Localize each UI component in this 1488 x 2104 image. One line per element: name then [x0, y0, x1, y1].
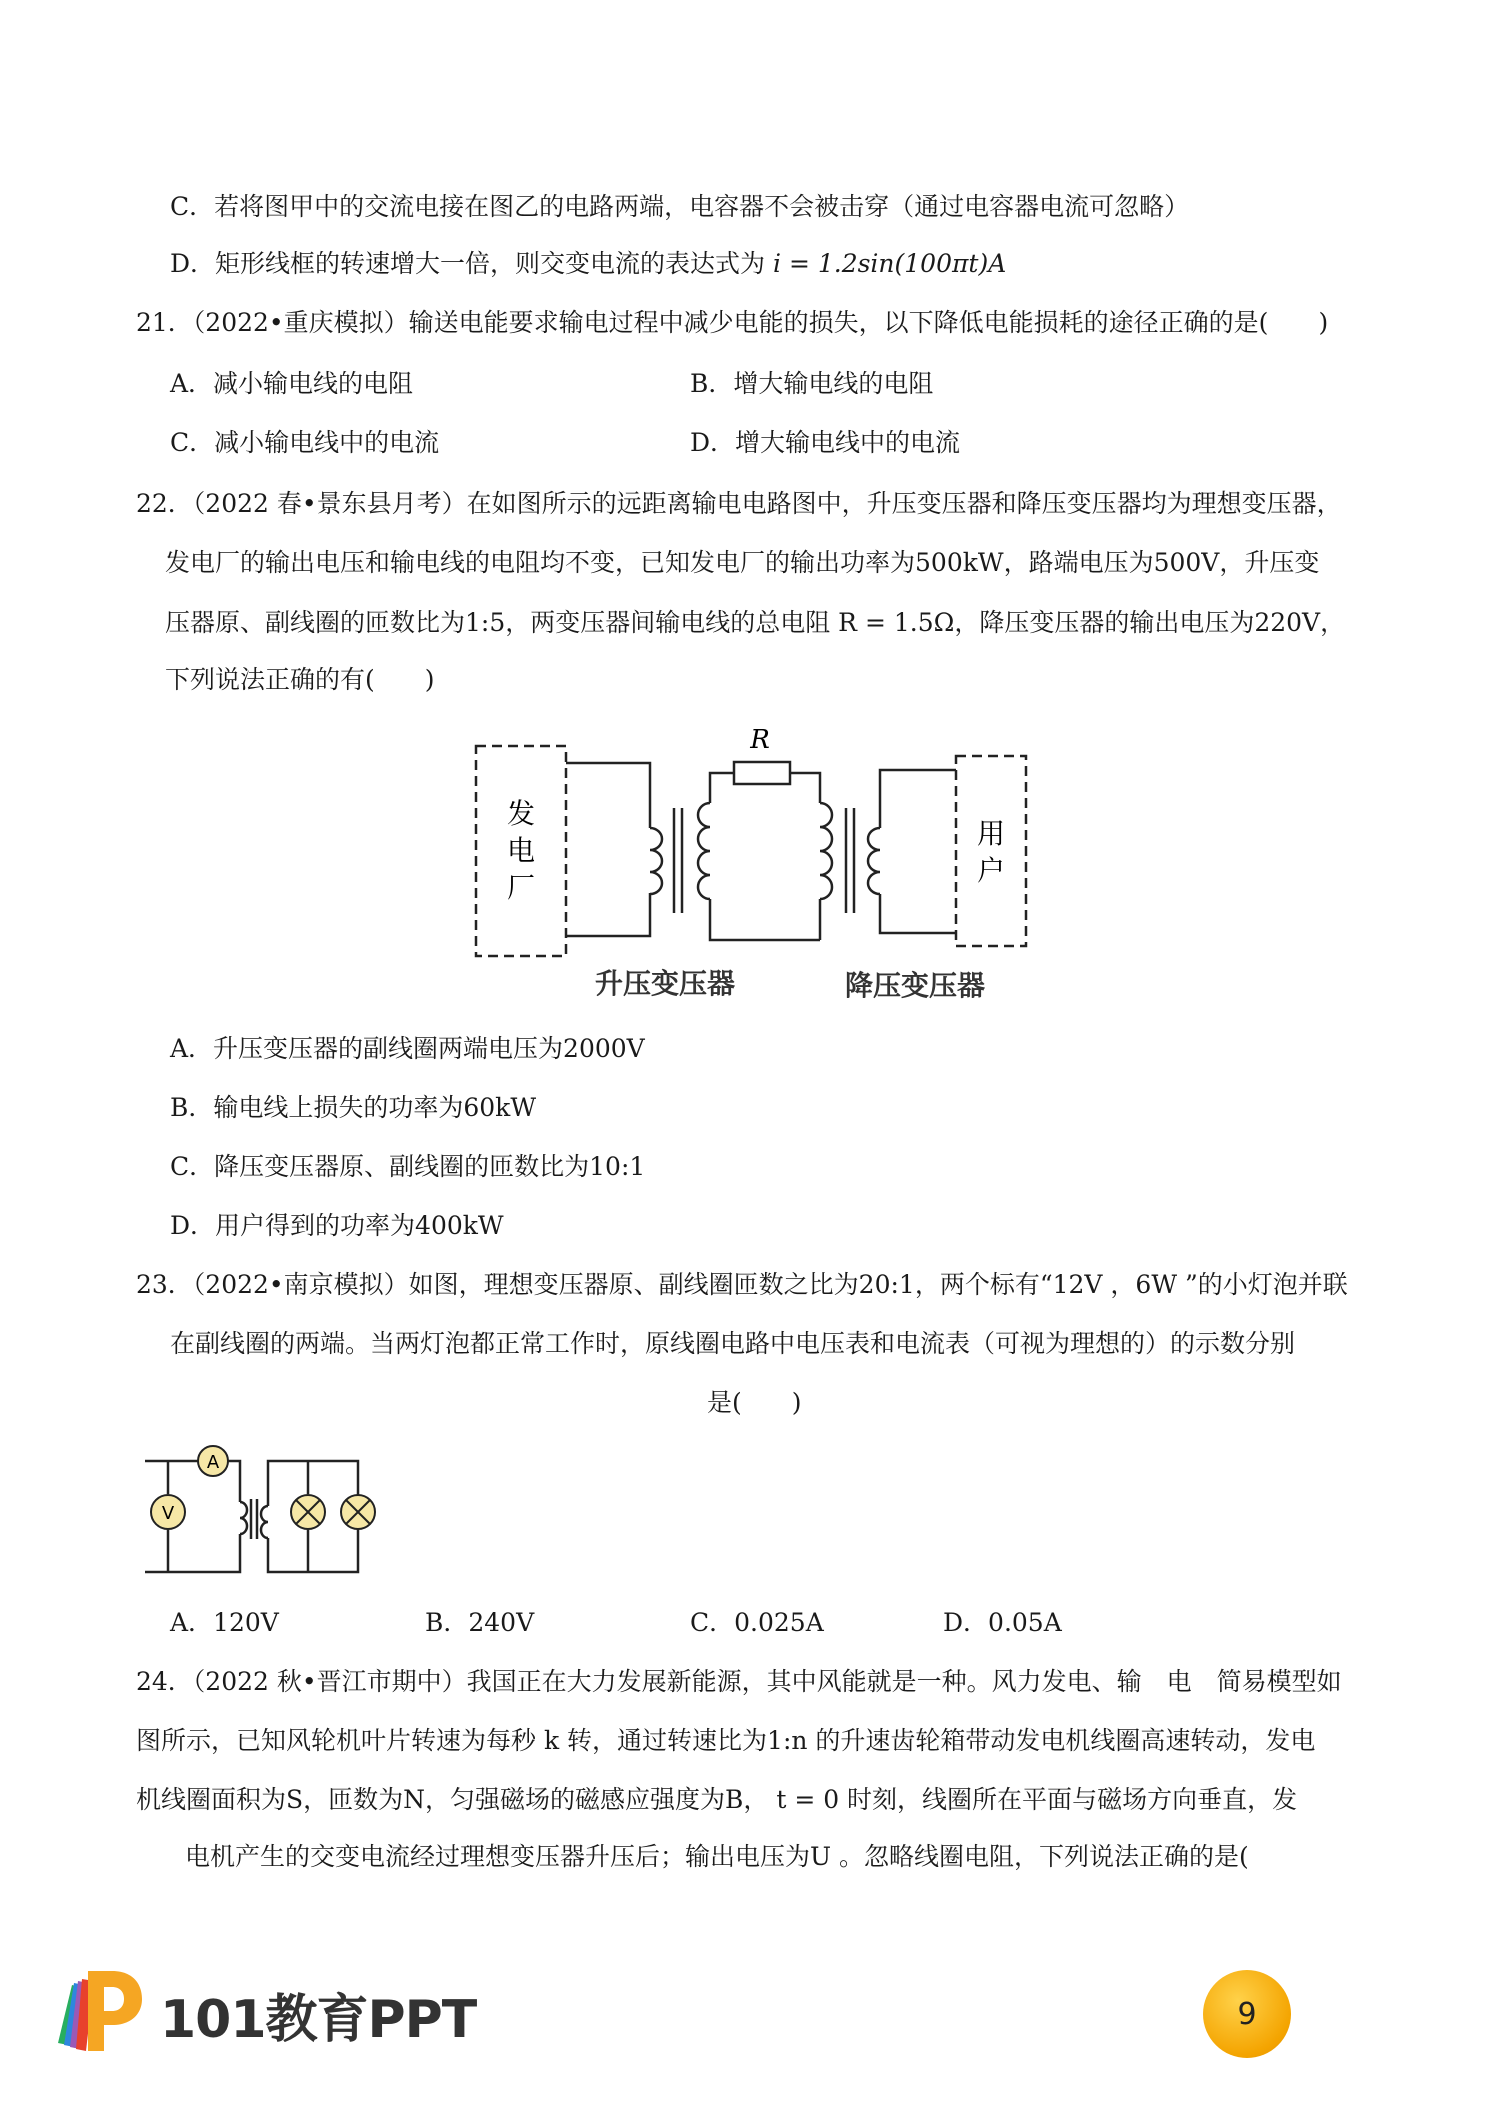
lamp-1-icon	[291, 1495, 325, 1529]
q22-stem-line3: 压器原、副线圈的匝数比为1:5，两变压器间输电线的总电阻 R = 1.5Ω，降压变压器的输出电压为220V，	[165, 608, 1346, 637]
q22-option-b: B．输电线上损失的功率为60kW	[170, 1093, 537, 1122]
brand-logo-icon	[50, 1965, 150, 2055]
q23-option-a: A．120V	[170, 1608, 279, 1637]
q22-option-d: D．用户得到的功率为400kW	[170, 1211, 504, 1240]
voltmeter-label: V	[161, 1503, 175, 1524]
step-down-label: 降压变压器	[844, 969, 986, 1002]
resistor-r	[734, 762, 790, 784]
step-up-label: 升压变压器	[594, 967, 736, 1000]
plant-char-3: 厂	[506, 871, 536, 904]
q22-transmission-diagram	[460, 718, 1040, 1008]
q21-option-c: C．减小输电线中的电流	[170, 428, 440, 457]
q20-option-d-text: D．矩形线框的转速增大一倍，则交变电流的表达式为	[170, 249, 766, 278]
q23-stem-line1: 23．（2022•南京模拟）如图，理想变压器原、副线圈匝数之比为20:1，两个标有“12V ，6W ”的小灯泡并联	[136, 1270, 1348, 1299]
q22-stem-line1: 22．（2022 春•景东县月考）在如图所示的远距离输电电路图中，升压变压器和降压变压器均为理想变压器，	[136, 489, 1342, 518]
q24-stem-line3: 机线圈面积为S，匝数为N，匀强磁场的磁感应强度为B， t = 0 时刻，线圈所在平面与磁场方向垂直，发	[136, 1785, 1298, 1814]
q22-stem-line2: 发电厂的输出电压和输电线的电阻均不变，已知发电厂的输出功率为500kW，路端电压为500V，升压变	[165, 548, 1320, 577]
page-number-badge	[1203, 1970, 1291, 2058]
q21-option-a: A．减小输电线的电阻	[170, 369, 414, 398]
q20-option-d-formula: i = 1.2sin(100πt)A	[773, 249, 1007, 278]
q24-stem-line4: 电机产生的交变电流经过理想变压器升压后；输出电压为U 。忽略线圈电阻，下列说法正确的是(	[185, 1842, 1249, 1871]
q20-option-d	[170, 247, 1006, 281]
q23-transformer-diagram	[140, 1444, 380, 1584]
user-char-2: 户	[976, 854, 1006, 887]
q24-stem-line2: 图所示，已知风轮机叶片转速为每秒 k 转，通过转速比为1:n 的升速齿轮箱带动发电机线圈高速转动，发电	[136, 1726, 1316, 1755]
q23-option-d: D．0.05A	[943, 1608, 1062, 1637]
user-box	[956, 756, 1026, 946]
brand-name: 101教育PPT	[160, 1990, 477, 2050]
q22-option-c: C．降压变压器原、副线圈的匝数比为10:1	[170, 1152, 646, 1181]
q23-option-c: C．0.025A	[690, 1608, 824, 1637]
ammeter-label: A	[206, 1452, 220, 1473]
q22-stem-line4: 下列说法正确的有( )	[165, 665, 435, 694]
q23-stem-line2: 在副线圈的两端。当两灯泡都正常工作时，原线圈电路中电压表和电流表（可视为理想的）的示数分别	[170, 1329, 1296, 1358]
q23-stem-line3: 是( )	[707, 1388, 802, 1417]
lamp-2-icon	[341, 1495, 375, 1529]
plant-char-1: 发	[506, 797, 536, 830]
q23-option-b: B．240V	[425, 1608, 535, 1637]
q24-stem-line1: 24．（2022 秋•晋江市期中）我国正在大力发展新能源，其中风能就是一种。风力发电、输 电 简易模型如	[136, 1667, 1342, 1696]
resistor-label: R	[750, 725, 770, 755]
user-char-1: 用	[976, 817, 1006, 850]
q21-stem: 21．（2022•重庆模拟）输送电能要求输电过程中减少电能的损失，以下降低电能损耗的途径正确的是( )	[136, 308, 1329, 337]
q22-option-a: A．升压变压器的副线圈两端电压为2000V	[170, 1034, 645, 1063]
q21-option-b: B．增大输电线的电阻	[690, 369, 934, 398]
q21-option-d: D．增大输电线中的电流	[690, 428, 961, 457]
page-number: 9	[1237, 1996, 1257, 2032]
brand-logo	[50, 1965, 477, 2055]
plant-char-2: 电	[506, 834, 536, 867]
q20-option-c: C．若将图甲中的交流电接在图乙的电路两端，电容器不会被击穿（通过电容器电流可忽略）	[170, 192, 1190, 221]
